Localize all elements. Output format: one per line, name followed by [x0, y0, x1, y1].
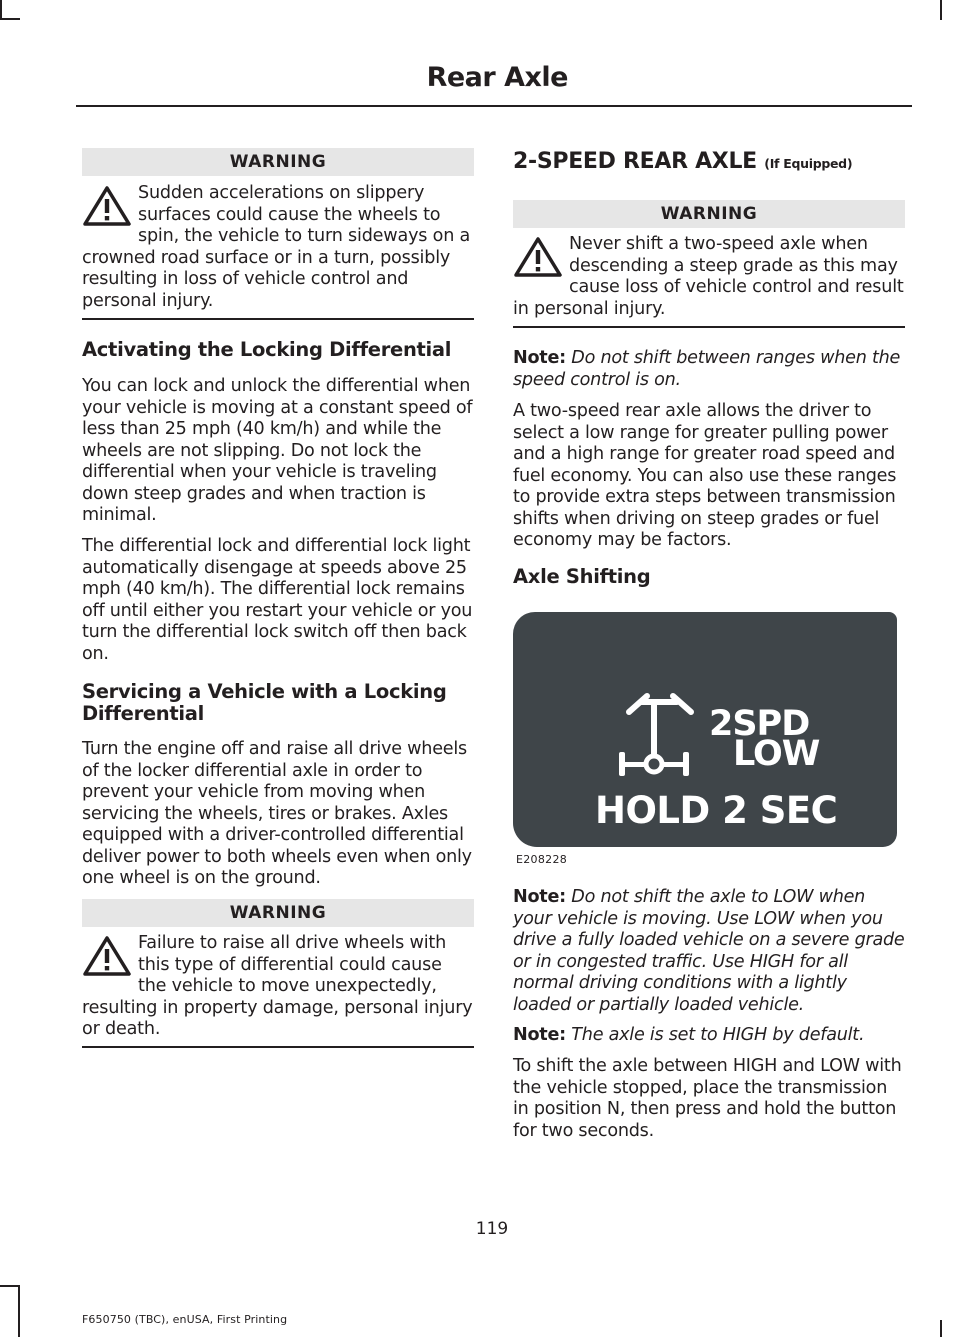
note	[513, 887, 907, 1016]
note-text: Do not shift between ranges when the speed control is on.	[513, 348, 901, 390]
warning-box	[82, 183, 474, 312]
warning-box	[82, 933, 474, 1041]
warning-box	[513, 234, 905, 320]
section-heading: Servicing a Vehicle with a Locking Differential	[82, 680, 447, 725]
note-text: The axle is set to HIGH by default.	[571, 1025, 865, 1045]
crop-mark	[940, 0, 942, 20]
note-label: Note:	[513, 1025, 566, 1045]
axle-icon	[607, 682, 702, 782]
chapter-heading-text: 2-SPEED REAR AXLE	[513, 149, 757, 174]
page-title: Rear Axle	[426, 62, 568, 93]
warning-heading: WARNING	[82, 899, 474, 927]
page-number: 119	[475, 1219, 509, 1239]
warning-heading: WARNING	[82, 148, 474, 176]
warning-text: Failure to raise all drive wheels with this type of differential could cause the vehicle to move unexpectedly, resulting in property damage, personal injury or death.	[82, 933, 473, 1039]
figure-label: LOW	[733, 734, 820, 774]
section-heading: Axle Shifting	[513, 565, 651, 588]
note-label: Note:	[513, 348, 566, 368]
warning-heading: WARNING	[513, 200, 905, 228]
note	[513, 348, 907, 391]
warning-triangle-icon	[513, 236, 563, 278]
crop-mark	[0, 1285, 20, 1287]
chapter-heading	[513, 149, 933, 174]
warning-rule	[513, 326, 905, 328]
header-rule	[76, 105, 912, 107]
crop-mark	[18, 1285, 20, 1337]
paragraph: A two-speed rear axle allows the driver to select a low range for greater pulling power and a high range for greater road speed and fuel economy. You can also use these ranges to provide extra steps between transmission shifts when driving on steep grades or fuel economy may be factors.	[513, 401, 897, 550]
axle-switch-figure	[513, 612, 897, 847]
paragraph: The differential lock and differential lock light automatically disengage at speeds above 25 mph (40 km/h). The differential lock remains off until either you restart your vehicle or you turn the differential lock switch off then back on.	[82, 536, 473, 664]
footer: F650750 (TBC), enUSA, First Printing	[82, 1313, 288, 1326]
crop-mark	[0, 18, 20, 20]
figure-code: E208228	[516, 853, 568, 866]
chapter-heading-suffix: (If Equipped)	[764, 156, 853, 171]
crop-mark	[0, 0, 2, 20]
figure-label: HOLD 2 SEC	[595, 789, 838, 832]
figure-label: 2SPD	[709, 704, 810, 744]
paragraph: You can lock and unlock the differential when your vehicle is moving at a constant speed of less than 25 mph (40 km/h) and while the wheels are not slipping. Do not lock the differential when your vehicle is traveling down steep grades and when traction is minimal.	[82, 376, 473, 525]
note-text: Do not shift the axle to LOW when your vehicle is moving. Use LOW when you drive a fully loaded vehicle on a severe grade or in congested traffic. Use HIGH for all normal driving conditions with a lightly loaded or partially loaded vehicle.	[513, 887, 905, 1015]
warning-triangle-icon	[82, 185, 132, 227]
warning-text: Sudden accelerations on slippery surfaces could cause the wheels to spin, the vehicle to turn sideways on a crowned road surface or in a turn, possibly resulting in loss of vehicle control and personal injury.	[82, 183, 471, 311]
warning-triangle-icon	[82, 935, 132, 977]
crop-mark	[940, 1320, 942, 1337]
warning-rule	[82, 1046, 474, 1048]
paragraph: Turn the engine off and raise all drive wheels of the locker differential axle in order to prevent your vehicle from moving when servicing the wheels, tires or brakes. Axles equipped with a driver-controlled differential deliver power to both wheels even when only one wheel is on the ground.	[82, 739, 472, 888]
note	[513, 1025, 907, 1047]
section-heading: Activating the Locking Differential	[82, 338, 452, 361]
warning-text: Never shift a two-speed axle when descending a steep grade as this may cause loss of vehicle control and result in personal injury.	[513, 234, 904, 319]
paragraph: To shift the axle between HIGH and LOW with the vehicle stopped, place the transmission in position N, then press and hold the button for two seconds.	[513, 1056, 902, 1141]
note-label: Note:	[513, 887, 566, 907]
warning-rule	[82, 318, 474, 320]
